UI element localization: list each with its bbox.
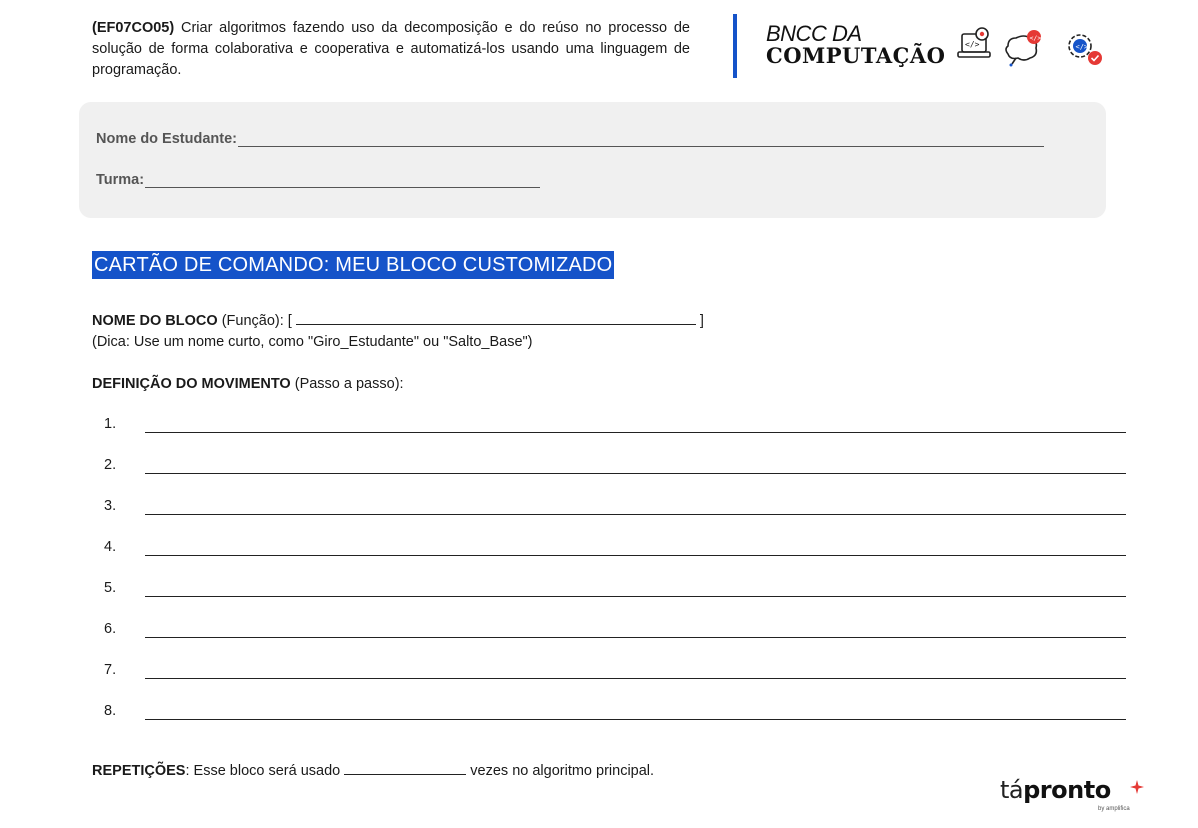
student-name-row (96, 130, 1044, 147)
step-answer-line[interactable] (145, 637, 1126, 638)
skill-description (92, 18, 690, 81)
step-answer-line[interactable] (145, 719, 1126, 720)
definition-line (92, 374, 404, 394)
step-row (104, 578, 1126, 600)
student-class-field[interactable] (145, 171, 540, 188)
step-row (104, 455, 1126, 477)
brand-small-text: BNCC DA (766, 21, 862, 46)
repetitions-label: REPETIÇÕES (92, 763, 186, 779)
step-answer-line[interactable] (145, 473, 1126, 474)
laptop-icon (958, 28, 990, 57)
step-number: 4. (104, 539, 117, 555)
definition-suffix: (Passo a passo): (290, 376, 404, 392)
step-row (104, 537, 1126, 559)
step-answer-line[interactable] (145, 596, 1126, 597)
tapronto-logo (1000, 776, 1130, 816)
step-number: 2. (104, 457, 117, 473)
step-number: 8. (104, 703, 117, 719)
skill-text: Criar algoritmos fazendo uso da decomposição e do reúso no processo de solução de forma colaborativa e cooperativa e automatizá-los usando uma linguagem de programação. (92, 20, 690, 78)
step-number: 6. (104, 621, 117, 637)
definition-label: DEFINIÇÃO DO MOVIMENTO (92, 376, 291, 392)
step-row (104, 660, 1126, 682)
step-number: 3. (104, 498, 117, 514)
logo-by: by amplifica (1098, 806, 1130, 812)
block-name-line (92, 310, 704, 331)
brand-logo (766, 21, 946, 68)
student-class-label: Turma: (96, 172, 145, 188)
student-class-row (96, 171, 540, 188)
repetitions-line (92, 760, 654, 781)
card-title: CARTÃO DE COMANDO: MEU BLOCO CUSTOMIZADO (92, 251, 614, 279)
step-row (104, 496, 1126, 518)
step-answer-line[interactable] (145, 514, 1126, 515)
svg-text:</>: </> (965, 40, 980, 49)
repetitions-field[interactable] (344, 760, 466, 775)
repetitions-before: : Esse bloco será usado (185, 763, 345, 779)
logo-ta: tá (1000, 776, 1024, 804)
step-row (104, 701, 1126, 723)
student-info-box (79, 102, 1106, 218)
brand-icons (956, 26, 1111, 70)
step-row (104, 619, 1126, 641)
logo-pronto: pronto (1023, 776, 1111, 804)
student-name-label: Nome do Estudante: (96, 131, 237, 147)
skill-code: (EF07CO05) (92, 20, 175, 36)
svg-text:</>: </> (1029, 34, 1042, 42)
brand-divider (733, 14, 737, 78)
sparkle-icon (1130, 780, 1144, 794)
block-name-close: ] (695, 313, 704, 329)
step-answer-line[interactable] (145, 555, 1126, 556)
step-number: 5. (104, 580, 117, 596)
gears-icon (1069, 35, 1102, 65)
brand-big-text: COMPUTAÇÃO (766, 43, 946, 68)
step-answer-line[interactable] (145, 432, 1126, 433)
block-name-label: NOME DO BLOCO (92, 313, 218, 329)
svg-text:</>: </> (1075, 43, 1089, 51)
block-name-field[interactable] (296, 310, 696, 325)
step-number: 7. (104, 662, 117, 678)
step-row (104, 414, 1126, 436)
step-answer-line[interactable] (145, 678, 1126, 679)
brain-icon (1006, 30, 1041, 67)
block-name-suffix: (Função): [ (217, 313, 292, 329)
block-name-hint: (Dica: Use um nome curto, como "Giro_Estudante" ou "Salto_Base") (92, 334, 533, 350)
repetitions-after: vezes no algoritmo principal. (466, 763, 655, 779)
step-number: 1. (104, 416, 117, 432)
student-name-field[interactable] (238, 130, 1044, 147)
